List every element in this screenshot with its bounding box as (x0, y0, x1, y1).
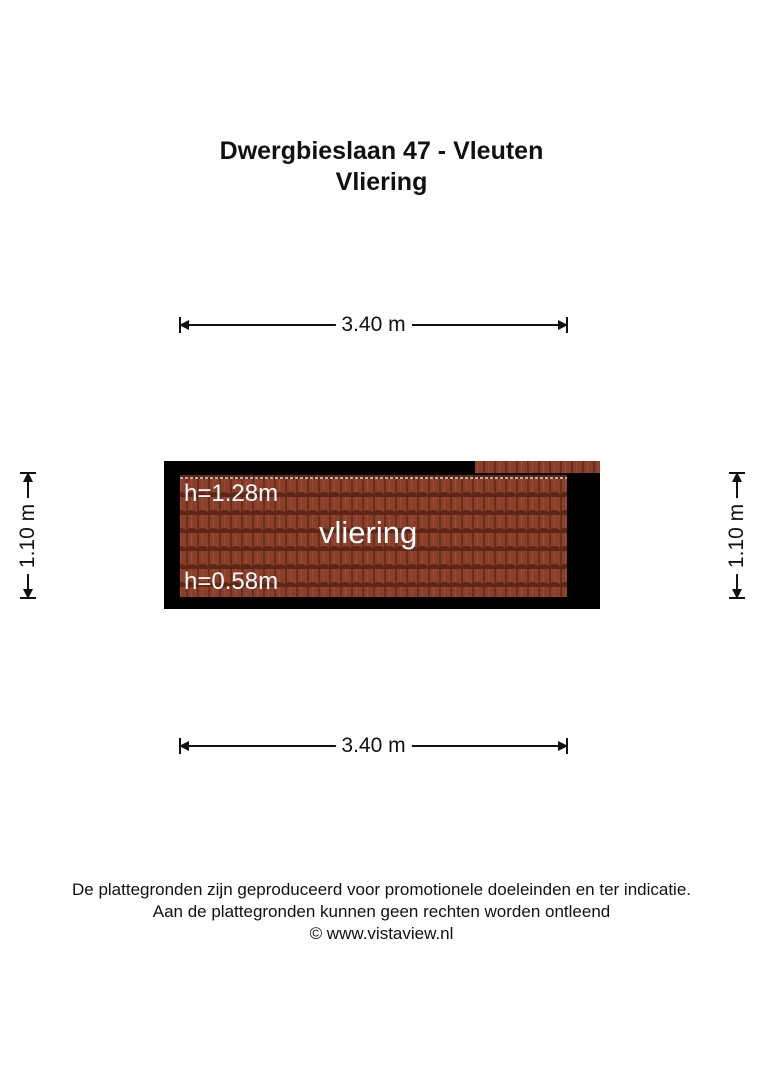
bottom-width-label: 3.40 m (335, 734, 411, 758)
top-width-dimension (179, 313, 568, 337)
room-name-label: vliering (319, 515, 418, 550)
copyright-link[interactable]: © www.vistaview.nl (309, 924, 454, 943)
dimension-tick (729, 597, 745, 599)
dimension-tick (20, 597, 36, 599)
left-depth-label: 1.10 m (16, 497, 40, 573)
right-depth-label: 1.10 m (725, 497, 749, 573)
height-high-label: h=1.28m (184, 480, 279, 507)
bottom-width-dimension (179, 734, 568, 758)
floor-plan (164, 461, 600, 609)
top-width-label: 3.40 m (335, 313, 411, 337)
disclaimer-line: Aan de plattegronden kunnen geen rechten worden ontleend (152, 902, 611, 921)
roof-tiles-edge (475, 461, 600, 473)
title-block (0, 136, 763, 198)
address-title: Dwergbieslaan 47 - Vleuten (219, 137, 544, 165)
dimension-tick (566, 317, 568, 333)
disclaimer-line: De plattegronden zijn geproduceerd voor promotionele doeleinden en ter indicatie. (71, 880, 692, 899)
floor-title: Vliering (335, 168, 428, 196)
dimension-tick (566, 738, 568, 754)
disclaimer (0, 879, 763, 945)
left-depth-dimension (16, 472, 40, 599)
height-low-label: h=0.58m (184, 568, 279, 595)
right-depth-dimension (725, 472, 749, 599)
